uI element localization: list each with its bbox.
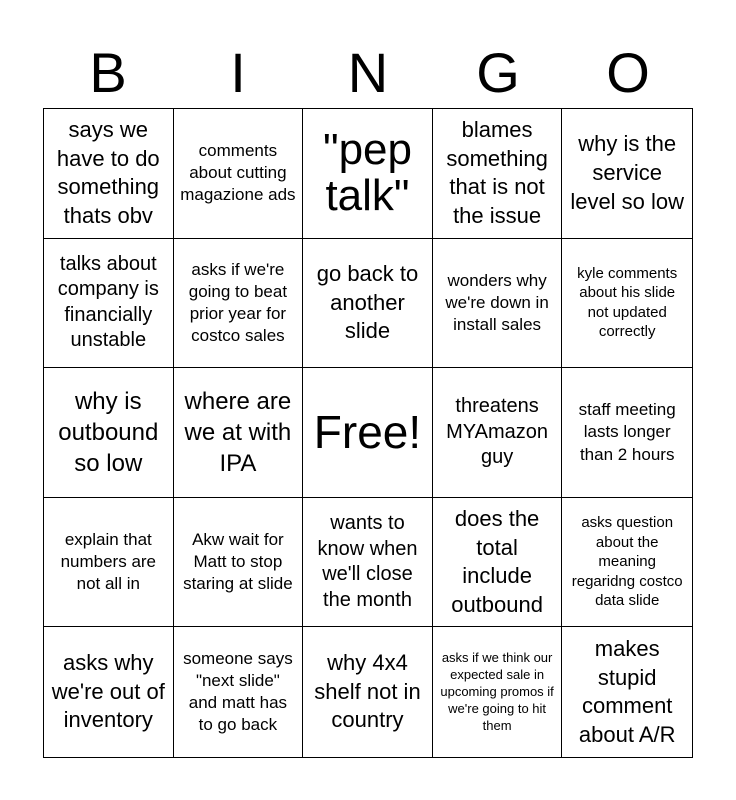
- bingo-cell-20[interactable]: [562, 498, 692, 628]
- header-letter-i: I: [230, 41, 246, 104]
- cell-text: threatens MYAmazon guy: [446, 395, 549, 469]
- cell-text: comments about cutting magazione ads: [180, 141, 296, 205]
- bingo-cell-1[interactable]: [44, 109, 174, 239]
- cell-text: explain that numbers are not all in: [60, 529, 157, 594]
- bingo-header: [43, 40, 693, 106]
- cell-text: where are we at with IPA: [184, 387, 292, 478]
- cell-text: why is outbound so low: [58, 387, 159, 478]
- header-letter-o: O: [606, 41, 650, 104]
- header-letter-g: G: [476, 41, 520, 104]
- cell-text: why 4x4 shelf not in country: [314, 650, 421, 733]
- bingo-cell-11[interactable]: [44, 368, 174, 498]
- bingo-cell-8[interactable]: [303, 239, 433, 369]
- header-letter-b: B: [89, 41, 127, 104]
- cell-text: does the total include outbound: [451, 505, 543, 617]
- cell-text: someone says "next slide" and matt has to go back: [183, 649, 293, 735]
- cell-text: Akw wait for Matt to stop staring at slide: [183, 529, 293, 594]
- cell-text: asks why we're out of inventory: [51, 650, 165, 733]
- bingo-cell-6[interactable]: [44, 239, 174, 369]
- cell-text: go back to another slide: [316, 261, 419, 344]
- cell-text: kyle comments about his slide not updated correctly: [577, 264, 678, 341]
- bingo-cell-25[interactable]: [562, 627, 692, 757]
- cell-text: wonders why we're down in install sales: [445, 270, 549, 334]
- bingo-cell-12[interactable]: [174, 368, 304, 498]
- cell-text: why is the service level so low: [570, 131, 685, 214]
- cell-text: asks if we think our expected sale in upcoming promos if we're going to hit them: [440, 649, 554, 733]
- cell-text: blames something that is not the issue: [446, 117, 548, 228]
- free-space-label: Free!: [313, 406, 422, 459]
- cell-text: "pep talk": [322, 125, 412, 221]
- bingo-cell-18[interactable]: [303, 498, 433, 628]
- cell-text: wants to know when we'll close the month: [317, 511, 418, 611]
- bingo-cell-5[interactable]: [562, 109, 692, 239]
- bingo-cell-7[interactable]: [174, 239, 304, 369]
- bingo-cell-4[interactable]: [433, 109, 563, 239]
- bingo-cell-24[interactable]: [433, 627, 563, 757]
- bingo-cell-15[interactable]: [562, 368, 692, 498]
- bingo-cell-19[interactable]: [433, 498, 563, 628]
- bingo-cell-17[interactable]: [174, 498, 304, 628]
- cell-text: talks about company is financially unstable: [57, 252, 159, 352]
- cell-text: makes stupid comment about A/R: [578, 636, 676, 747]
- cell-text: staff meeting lasts longer than 2 hours: [578, 400, 676, 464]
- cell-text: asks if we're going to beat prior year for costco sales: [188, 259, 288, 345]
- bingo-cell-22[interactable]: [174, 627, 304, 757]
- bingo-cell-23[interactable]: [303, 627, 433, 757]
- bingo-cell-14[interactable]: [433, 368, 563, 498]
- bingo-cell-3[interactable]: [303, 109, 433, 239]
- bingo-cell-free[interactable]: [303, 368, 433, 498]
- bingo-cell-9[interactable]: [433, 239, 563, 369]
- cell-text: says we have to do something thats obv: [56, 117, 160, 228]
- cell-text: asks question about the meaning regaridng costco data slide: [571, 514, 683, 610]
- bingo-cell-2[interactable]: [174, 109, 304, 239]
- bingo-cell-16[interactable]: [44, 498, 174, 628]
- header-letter-n: N: [347, 41, 389, 104]
- bingo-cell-21[interactable]: [44, 627, 174, 757]
- bingo-board: [43, 108, 693, 758]
- bingo-cell-10[interactable]: [562, 239, 692, 369]
